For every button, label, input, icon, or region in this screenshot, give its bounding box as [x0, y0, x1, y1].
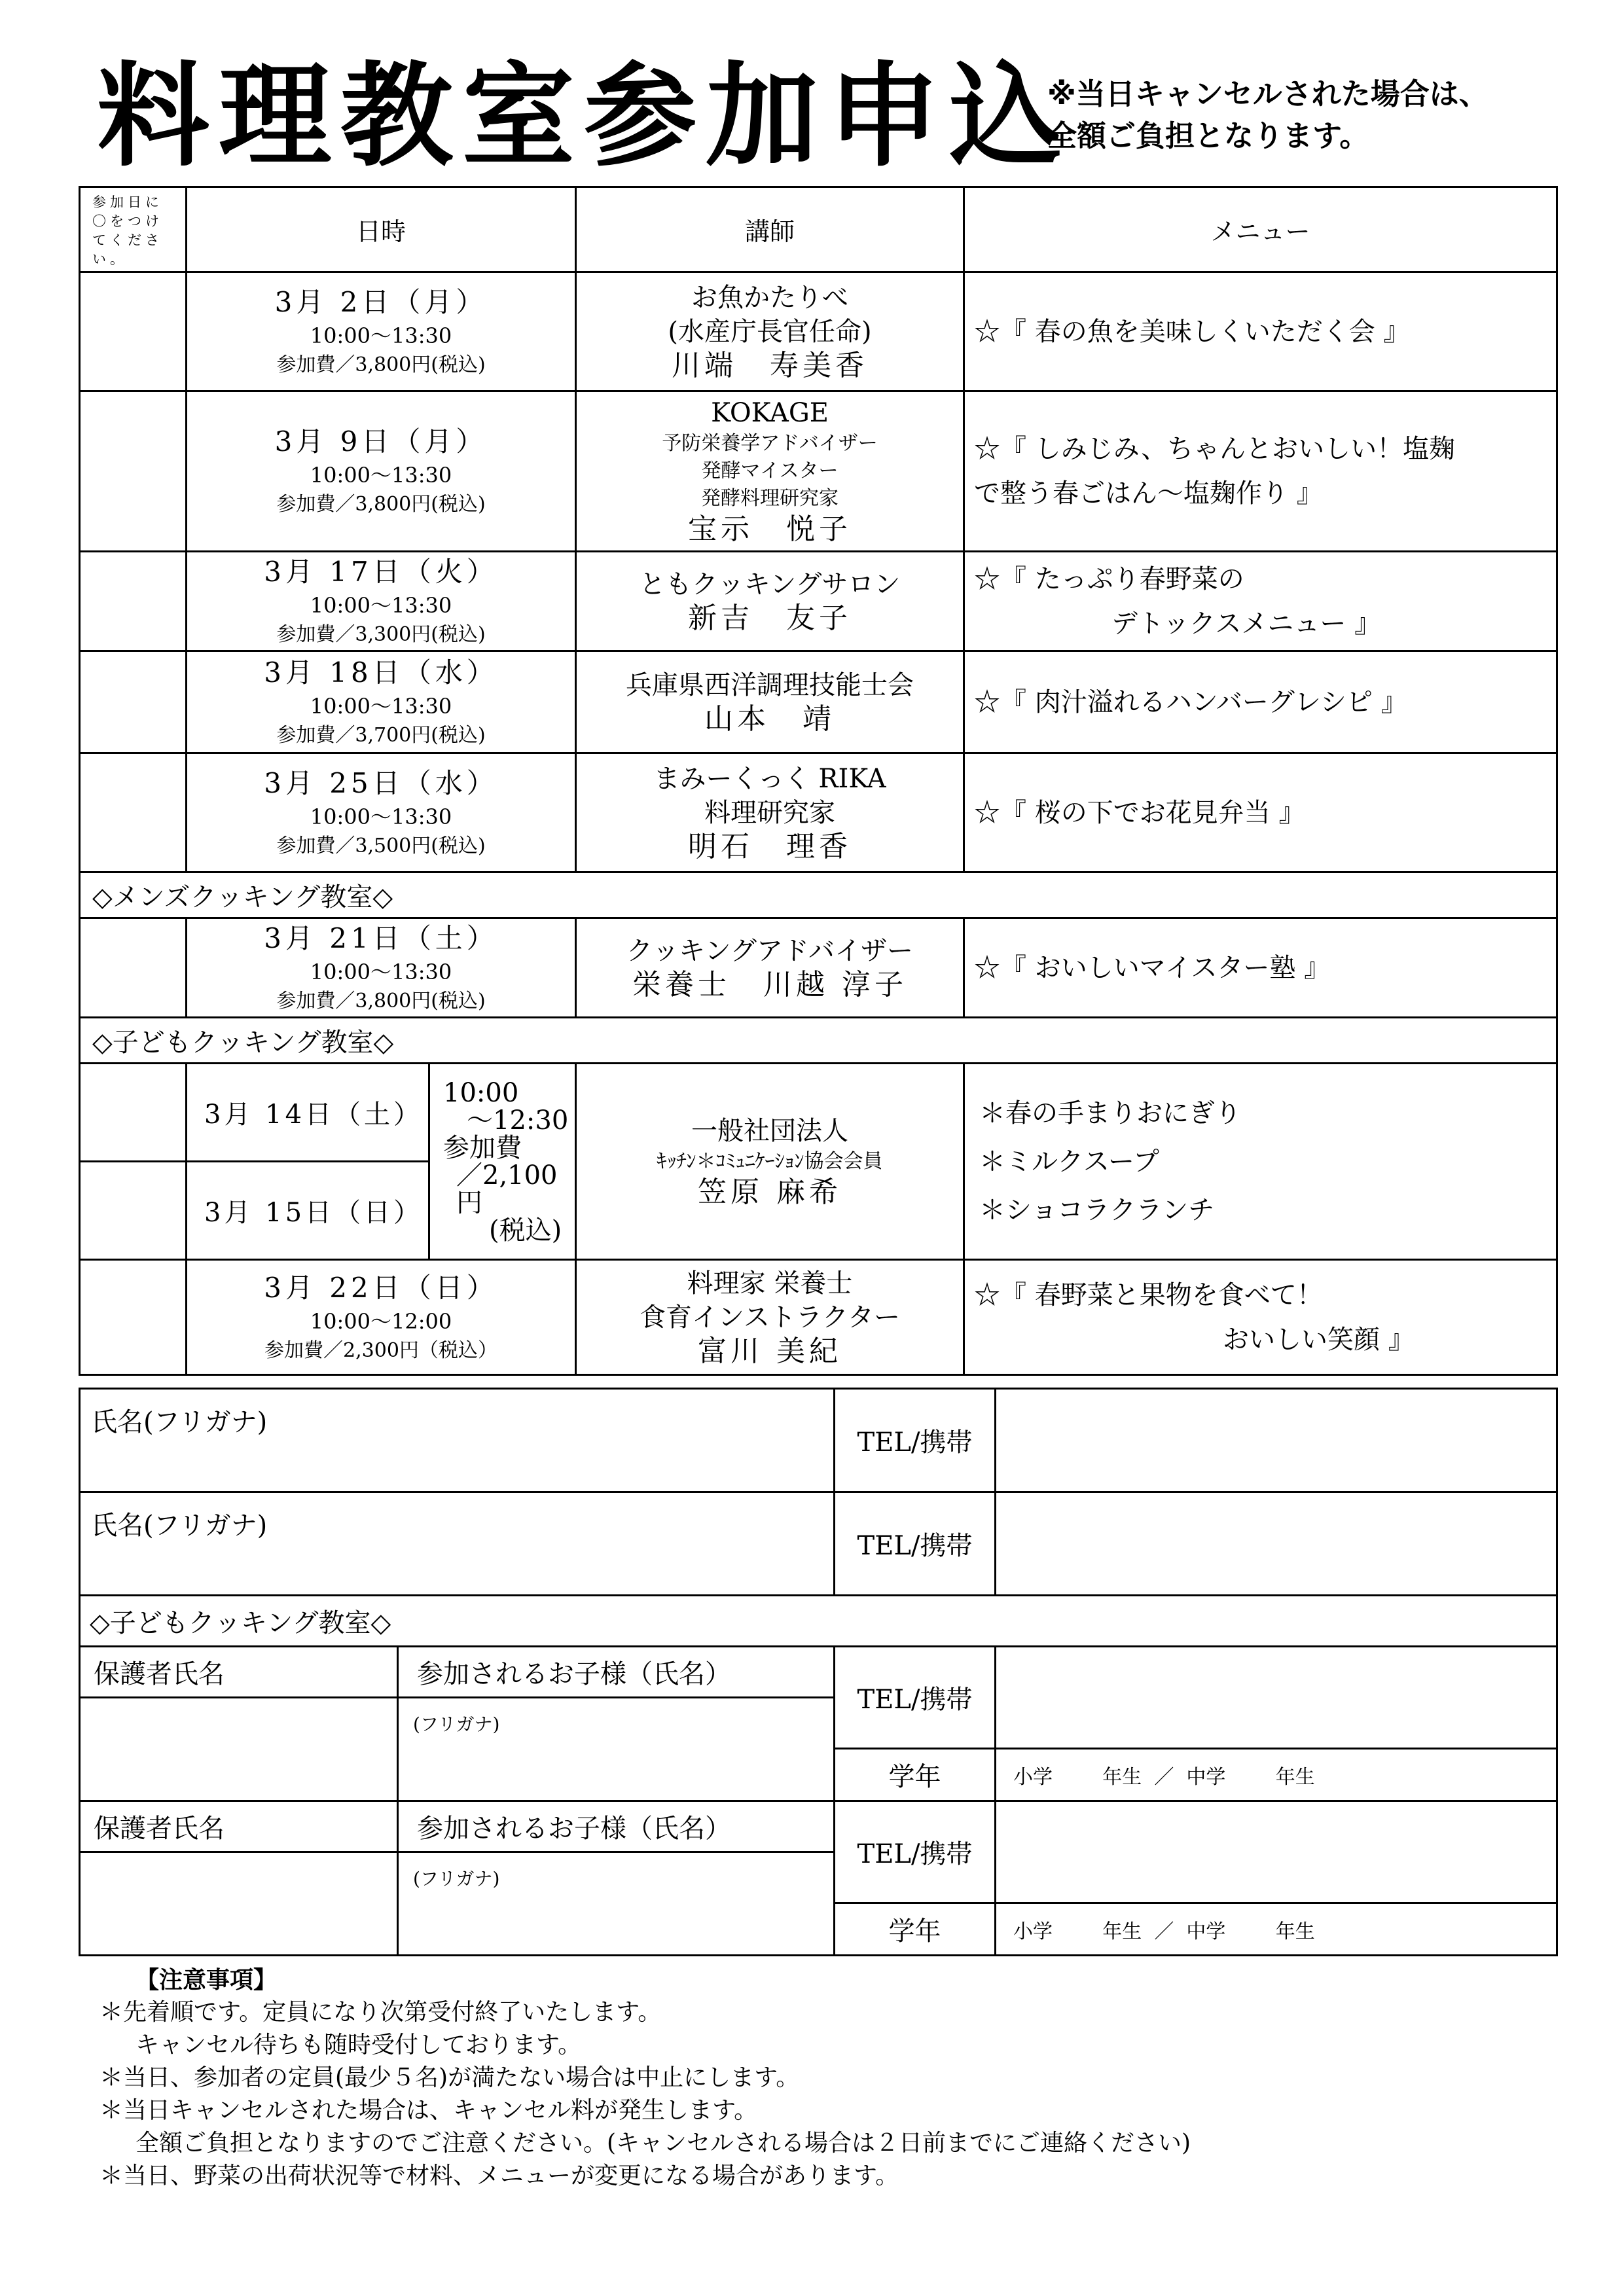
lecturer-title: 食育インストラクター	[640, 1302, 901, 1333]
attend-check-cell[interactable]	[80, 552, 187, 651]
class-time: 10:00～13:30	[310, 592, 452, 618]
attend-check-cell[interactable]	[80, 1162, 187, 1260]
grade-input[interactable]: 小学 年生 ／ 中学 年生	[996, 1749, 1557, 1801]
menu-line: で整う春ごはん～塩麹作り 』	[974, 478, 1323, 509]
applicant-name-field[interactable]	[80, 1492, 835, 1596]
class-time: 10:00～13:30	[310, 959, 452, 984]
tel-input[interactable]	[996, 1647, 1557, 1749]
child-label: 参加されるお子様（氏名）	[398, 1801, 835, 1852]
class-time: 10:00～12:00	[310, 1308, 452, 1334]
guardian-label-row	[80, 1647, 1557, 1698]
tel-label: TEL/携帯	[835, 1492, 996, 1596]
lecturer-title: 発酵料理研究家	[701, 487, 839, 510]
notes-heading: 【注意事項】	[135, 1966, 278, 1994]
note-line: ＊先着順です。定員になり次第受付終了いたします。	[99, 1999, 662, 2026]
child-label: 参加されるお子様（氏名）	[398, 1647, 835, 1698]
tel-input[interactable]	[996, 1801, 1557, 1903]
header-check: 参加日に〇をつけてください。	[80, 187, 187, 272]
class-row	[80, 753, 1557, 872]
class-date: 3月 17日（火）	[264, 555, 498, 588]
lecturer-name: 栄養士 川越 淳子	[632, 967, 908, 1001]
header-menu: メニュー	[964, 187, 1557, 272]
guardian-name-input[interactable]	[80, 1852, 398, 1956]
class-row	[80, 651, 1557, 753]
class-row	[80, 1064, 1557, 1162]
child-name-input[interactable]	[398, 1698, 835, 1801]
class-datetime	[187, 918, 576, 1018]
class-lecturer	[576, 552, 964, 651]
class-datetime	[187, 753, 576, 872]
furigana-label: (フリガナ)	[413, 1713, 500, 1735]
attend-check-cell[interactable]	[80, 391, 187, 552]
class-menu	[964, 918, 1557, 1018]
note-line: キャンセル待ちも随時受付しております。	[135, 2032, 582, 2058]
lecturer-name: 笠原 麻希	[698, 1175, 842, 1209]
attend-check-cell[interactable]	[80, 651, 187, 753]
menu-line: ☆『 たっぷり春野菜の	[974, 564, 1244, 594]
class-menu	[964, 651, 1557, 753]
time-line: 参加費	[443, 1132, 522, 1163]
class-fee: 参加費／3,800円(税込)	[276, 353, 486, 376]
class-date: 3月 9日（月）	[274, 425, 488, 457]
schedule-header-row	[80, 187, 1557, 272]
menu-line: ＊春の手まりおにぎり	[979, 1098, 1242, 1128]
guardian-label-row	[80, 1801, 1557, 1852]
class-date: 3月 14日（土）	[187, 1064, 429, 1162]
attend-check-cell[interactable]	[80, 753, 187, 872]
lecturer-title: 料理家 栄養士	[687, 1268, 853, 1299]
tel-label: TEL/携帯	[835, 1647, 996, 1749]
attend-check-cell[interactable]	[80, 272, 187, 391]
lecturer-title: クッキングアドバイザー	[626, 935, 914, 966]
lecturer-name: 宝示 悦子	[688, 512, 852, 546]
class-row	[80, 552, 1557, 651]
class-datetime	[187, 1260, 576, 1375]
guardian-label: 保護者氏名	[80, 1647, 398, 1698]
class-time-fee	[429, 1064, 576, 1260]
grade-label: 学年	[835, 1903, 996, 1956]
menu-line: ＊ショコラクランチ	[979, 1194, 1215, 1225]
section-row	[80, 872, 1557, 918]
child-name-input[interactable]	[398, 1852, 835, 1956]
time-line: ／2,100円	[456, 1160, 558, 1218]
class-fee: 参加費／2,300円（税込）	[264, 1338, 497, 1362]
name-label: 氏名(フリガナ)	[91, 1511, 268, 1541]
class-time: 10:00～13:30	[310, 323, 452, 348]
class-fee: 参加費／3,500円(税込)	[276, 834, 486, 857]
class-lecturer	[576, 918, 964, 1018]
class-lecturer	[576, 753, 964, 872]
menu-line: ☆『 しみじみ、ちゃんとおいしい！塩麹	[974, 434, 1456, 464]
class-time: 10:00～13:30	[310, 804, 452, 829]
menu-line: ☆『 春野菜と果物を食べて！	[974, 1280, 1323, 1310]
class-row	[80, 391, 1557, 552]
class-date: 3月 15日（日）	[187, 1162, 429, 1260]
class-menu	[964, 1064, 1557, 1260]
header-datetime: 日時	[187, 187, 576, 272]
note-line: ＊当日、野菜の出荷状況等で材料、メニューが変更になる場合があります。	[99, 2162, 899, 2189]
menu-line: ＊ミルクスープ	[979, 1146, 1159, 1177]
section-row	[80, 1018, 1557, 1064]
lecturer-name: 新吉 友子	[688, 601, 852, 635]
header-lecturer: 講師	[576, 187, 964, 272]
class-datetime	[187, 651, 576, 753]
time-line: 10:00	[443, 1077, 519, 1108]
class-fee: 参加費／3,800円(税込)	[276, 989, 486, 1013]
class-fee: 参加費／3,700円(税込)	[276, 723, 486, 747]
class-date: 3月 25日（水）	[264, 766, 498, 799]
section-row	[80, 1596, 1557, 1647]
lecturer-title: (水産庁長官任命)	[668, 316, 872, 347]
tel-input[interactable]	[996, 1492, 1557, 1596]
menu-line: ☆『 春の魚を美味しくいただく会 』	[974, 316, 1410, 347]
application-form	[79, 1388, 1558, 1956]
time-line: ～12:30	[467, 1105, 569, 1136]
class-datetime	[187, 272, 576, 391]
applicant-name-field[interactable]	[80, 1389, 835, 1492]
class-lecturer	[576, 391, 964, 552]
tel-input[interactable]	[996, 1389, 1557, 1492]
class-menu	[964, 391, 1557, 552]
cancel-note-line: ※当日キャンセルされた場合は、	[1047, 77, 1489, 111]
lecturer-name: 川端 寿美香	[672, 348, 869, 382]
grade-label: 学年	[835, 1749, 996, 1801]
menu-line: ☆『 桜の下でお花見弁当 』	[974, 797, 1305, 828]
lecturer-title: まみーくっく RIKA	[653, 763, 886, 794]
menu-line: おいしい笑顔 』	[1223, 1324, 1415, 1355]
tel-label: TEL/携帯	[835, 1801, 996, 1903]
furigana-label: (フリガナ)	[413, 1868, 500, 1890]
note-line: ＊当日、参加者の定員(最少５名)が満たない場合は中止にします。	[99, 2064, 800, 2091]
guardian-name-input[interactable]	[80, 1698, 398, 1801]
page-title: 料理教室参加申込	[97, 50, 1071, 182]
class-date: 3月 21日（土）	[264, 922, 498, 954]
class-menu	[964, 552, 1557, 651]
class-date: 3月 18日（水）	[264, 656, 498, 689]
notes-section	[99, 1964, 1191, 2193]
lecturer-title: 料理研究家	[704, 797, 836, 828]
cancel-note-line: 全額ご負担となります。	[1047, 118, 1369, 153]
class-row	[80, 272, 1557, 391]
applicant-row	[80, 1492, 1557, 1596]
class-menu	[964, 1260, 1557, 1375]
class-date: 3月 22日（日）	[264, 1271, 498, 1304]
class-fee: 参加費／3,300円(税込)	[276, 622, 486, 646]
lecturer-title: 発酵マイスター	[701, 459, 839, 482]
lecturer-title: お魚かたりべ	[691, 282, 849, 313]
lecturer-title: 一般社団法人	[691, 1115, 849, 1146]
name-label: 氏名(フリガナ)	[91, 1407, 268, 1437]
guardian-label: 保護者氏名	[80, 1801, 398, 1852]
lecturer-title: 兵庫県西洋調理技能士会	[626, 670, 914, 700]
class-date: 3月 2日（月）	[274, 285, 488, 318]
class-row	[80, 918, 1557, 1018]
class-row	[80, 1260, 1557, 1375]
menu-line: ☆『 おいしいマイスター塾 』	[974, 952, 1331, 983]
lecturer-title: ともクッキングサロン	[639, 569, 901, 600]
time-line: (税込)	[489, 1215, 562, 1246]
schedule-table	[79, 186, 1558, 1376]
tel-label: TEL/携帯	[835, 1389, 996, 1492]
kids-section-title: ◇子どもクッキング教室◇	[80, 1018, 1557, 1064]
attend-check-cell[interactable]	[80, 1260, 187, 1375]
menu-line: デトックスメニュー 』	[1111, 608, 1381, 639]
note-line: 全額ご負担となりますのでご注意ください。(キャンセルされる場合は２日前までにご連絡ください)	[135, 2130, 1191, 2157]
class-menu	[964, 753, 1557, 872]
class-lecturer	[576, 272, 964, 391]
class-lecturer	[576, 1064, 964, 1260]
class-time: 10:00～13:30	[310, 463, 452, 488]
attend-check-cell[interactable]	[80, 918, 187, 1018]
lecturer-title: ｷｯﾁﾝ＊ｺﾐｭﾆｹｰｼｮﾝ協会会員	[657, 1149, 883, 1173]
lecturer-name: 明石 理香	[688, 829, 852, 863]
class-menu	[964, 272, 1557, 391]
kids-form-section-title: ◇子どもクッキング教室◇	[80, 1596, 1557, 1647]
class-lecturer	[576, 1260, 964, 1375]
applicant-row	[80, 1389, 1557, 1492]
menu-line: ☆『 肉汁溢れるハンバーグレシピ 』	[974, 687, 1407, 717]
lecturer-title: KOKAGE	[711, 398, 829, 428]
cancel-note	[1047, 73, 1489, 157]
lecturer-name: 富川 美紀	[698, 1334, 842, 1368]
class-datetime	[187, 552, 576, 651]
class-fee: 参加費／3,800円(税込)	[276, 493, 486, 516]
attend-check-cell[interactable]	[80, 1064, 187, 1162]
mens-section-title: ◇メンズクッキング教室◇	[80, 872, 1557, 918]
class-lecturer	[576, 651, 964, 753]
lecturer-name: 山本 靖	[704, 702, 836, 736]
class-datetime	[187, 391, 576, 552]
class-time: 10:00～13:30	[310, 693, 452, 719]
lecturer-title: 予防栄養学アドバイザー	[662, 432, 878, 455]
grade-input[interactable]: 小学 年生 ／ 中学 年生	[996, 1903, 1557, 1956]
note-line: ＊当日キャンセルされた場合は、キャンセル料が発生します。	[99, 2097, 758, 2124]
